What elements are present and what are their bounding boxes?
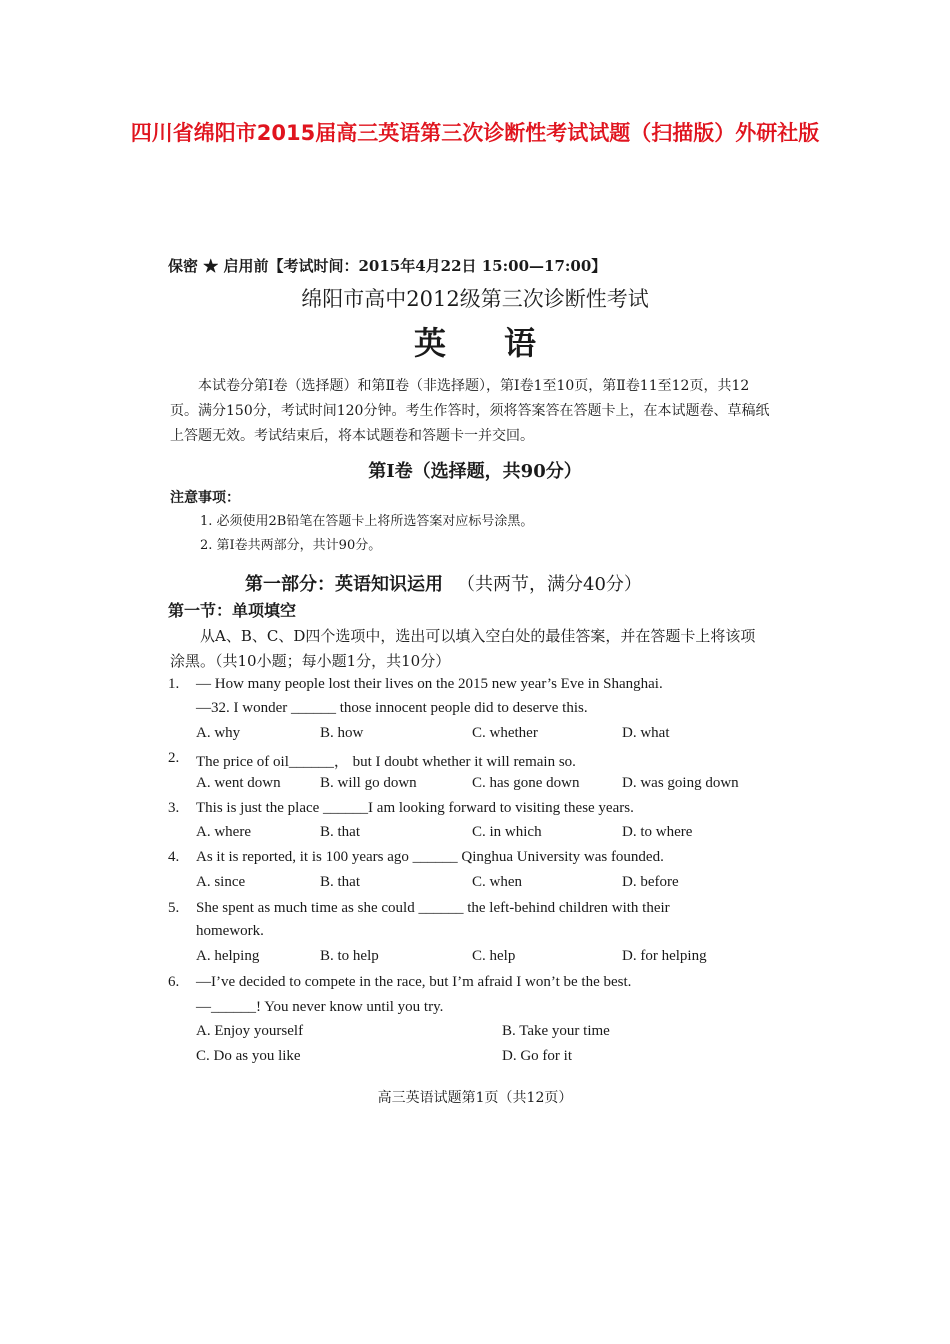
option-d: D. before xyxy=(622,874,679,890)
option-c: C. Do as you like xyxy=(196,1048,301,1064)
question-number: 5. xyxy=(168,900,180,916)
question-text: —32. I wonder ______ those innocent people did to deserve this. xyxy=(196,700,588,716)
question-text: — How many people lost their lives on the 2015 new year’s Eve in Shanghai. xyxy=(196,676,663,692)
option-d: D. what xyxy=(622,725,670,741)
option-d: D. was going down xyxy=(622,775,739,791)
option-c: C. when xyxy=(472,874,522,890)
option-b: B. how xyxy=(320,725,364,741)
option-c: C. has gone down xyxy=(472,775,580,791)
option-a: A. went down xyxy=(196,775,281,791)
question-text: As it is reported, it is 100 years ago ______ Qinghua University was founded. xyxy=(196,849,664,865)
option-c: C. whether xyxy=(472,725,538,741)
option-d: D. to where xyxy=(622,824,693,840)
option-b: B. to help xyxy=(320,948,379,964)
section-title-main: 第一部分：英语知识运用 xyxy=(245,574,443,595)
option-b: B. Take your time xyxy=(502,1023,610,1039)
subsection-title: 第一节：单项填空 xyxy=(168,601,297,620)
section-title-note: （共两节，满分40分） xyxy=(457,574,642,595)
option-c: C. help xyxy=(472,948,516,964)
question-number: 4. xyxy=(168,849,180,865)
question-text: She spent as much time as she could ______ the left-behind children with their xyxy=(196,900,670,916)
subject-title: 英语 xyxy=(413,324,594,362)
question-number: 6. xyxy=(168,974,180,990)
notice-heading: 注意事项： xyxy=(170,490,240,506)
question-text: This is just the place ______I am looking forward to visiting these years. xyxy=(196,800,634,816)
option-a: A. helping xyxy=(196,948,260,964)
option-a: A. since xyxy=(196,874,246,890)
option-c: C. in which xyxy=(472,824,542,840)
question-number: 1. xyxy=(168,676,180,692)
question-text: —______! You never know until you try. xyxy=(196,999,444,1015)
option-a: A. Enjoy yourself xyxy=(196,1023,304,1039)
confidential-line: 保密 ★ 启用前【考试时间：2015年4月22日 15:00—17:00】 xyxy=(168,257,607,275)
question-text: —I’ve decided to compete in the race, but I’m afraid I won’t be the best. xyxy=(196,974,632,990)
notice-item: 2. 第Ⅰ卷共两部分，共计90分。 xyxy=(200,538,382,553)
option-d: D. Go for it xyxy=(502,1048,572,1064)
option-b: B. will go down xyxy=(320,775,417,791)
part1-title: 第Ⅰ卷（选择题，共90分） xyxy=(368,461,582,482)
intro-paragraph: 本试卷分第Ⅰ卷（选择题）和第Ⅱ卷（非选择题），第Ⅰ卷1至10页，第Ⅱ卷11至12页，共12页。满分150分，考试时间120分钟。考生作答时，须将答案答在答题卡上，在本试题卷、草稿纸上答题无效。考试结束后，将本试题卷和答题卡一并交回。 xyxy=(170,378,770,444)
document-title: 四川省绵阳市2015届高三英语第三次诊断性考试试题（扫描版）外研社版 xyxy=(130,121,820,145)
question-text: homework. xyxy=(196,923,264,939)
question-number: 3. xyxy=(168,800,180,816)
question-text: The price of oil______， but I doubt whether it will remain so. xyxy=(196,754,576,770)
option-a: A. why xyxy=(196,725,241,741)
exam-name: 绵阳市高中2012级第三次诊断性考试 xyxy=(301,287,649,311)
instruction-paragraph: 从A、B、C、D四个选项中，选出可以填入空白处的最佳答案，并在答题卡上将该项涂黑。（共10小题；每小题1分，共10分） xyxy=(170,627,756,670)
option-b: B. that xyxy=(320,824,360,840)
question-number: 2. xyxy=(168,750,180,766)
section-title xyxy=(245,570,642,596)
option-b: B. that xyxy=(320,874,360,890)
page-footer: 高三英语试题第1页（共12页） xyxy=(377,1090,573,1106)
option-d: D. for helping xyxy=(622,948,707,964)
option-a: A. where xyxy=(196,824,251,840)
notice-item: 1. 必须使用2B铅笔在答题卡上将所选答案对应标号涂黑。 xyxy=(200,514,534,529)
